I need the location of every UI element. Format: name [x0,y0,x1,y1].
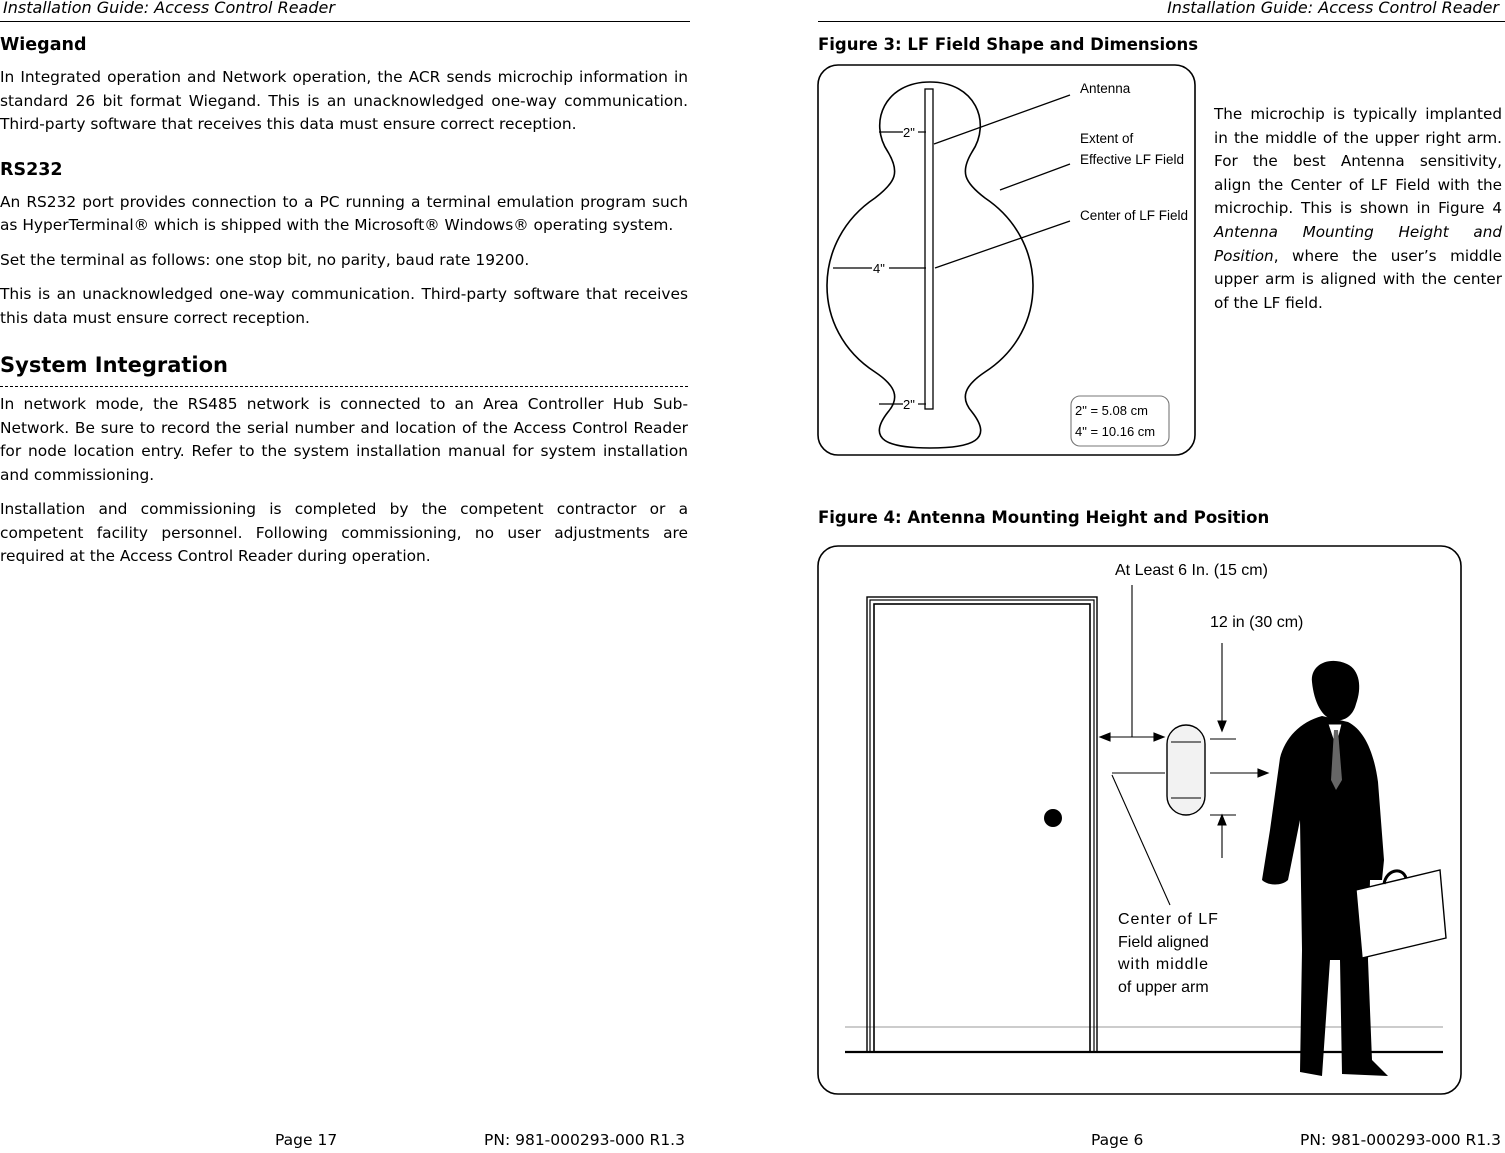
man-head [1312,661,1359,720]
dimension-middle-label: 4" [873,261,885,276]
antenna-bar [925,89,933,409]
businessman-figure [1262,661,1446,1076]
figure-3-caption: Figure 3: LF Field Shape and Dimensions [818,35,1199,54]
extent-leader [1000,164,1070,190]
door-frame-outer [867,597,1097,1052]
figure-4-caption: Figure 4: Antenna Mounting Height and Position [818,508,1270,527]
unit-legend-line2: 4" = 10.16 cm [1075,424,1156,439]
dimension-top-label: 2" [903,125,915,140]
right-part-number: PN: 981-000293-000 R1.3 [1300,1131,1501,1149]
wiegand-heading: Wiegand [0,35,87,55]
label-center-line1: Center of LF [1118,911,1219,928]
doorknob [1044,809,1062,827]
description-text-end: , where the user’s middle upper arm is aligned with the center of the LF field. [1214,246,1502,312]
wiegand-paragraph: In Integrated operation and Network operation, the ACR sends microchip information in standard 26 bit format Wiegand. This is an unacknowledged one-way communication. Third-party software that receives this data must ensure correct reception. [0,68,688,133]
reader-device [1167,725,1205,815]
label-antenna: Antenna [1080,81,1131,96]
figure-4-reference: Antenna Mounting Height and Position [1214,222,1502,265]
label-center-line2: Field aligned [1118,934,1209,951]
left-page-header: Installation Guide: Access Control Reader [3,0,335,17]
left-part-number: PN: 981-000293-000 R1.3 [484,1131,685,1149]
door-frame-inner [870,600,1094,1052]
system-integration-heading: System Integration [0,353,229,377]
label-min-distance: At Least 6 In. (15 cm) [1115,562,1268,579]
figure-4-mounting-diagram [818,546,1461,1094]
label-center: Center of LF Field [1080,208,1189,223]
rs232-heading: RS232 [0,159,63,180]
system-integration-paragraph-1: In network mode, the RS485 network is connected to an Area Controller Hub Sub-Network. Be sure to record the serial number and location of the Access Control Reader for node location entry. Refer to the system installation manual for system installation and commissioning. [0,395,688,484]
dimension-bottom-label: 2" [903,397,915,412]
unit-legend-line1: 2" = 5.08 cm [1075,403,1148,418]
rs232-paragraph-1: An RS232 port provides connection to a PC running a terminal emulation program such as HyperTerminal® which is shipped with the Microsoft® Windows® operating system. [0,192,688,234]
description-text: The microchip is typically implanted in the middle of the upper right arm. For the best Antenna sensitivity, align the Center of LF Field with the microchip. This is shown in Figure 4 [1214,105,1502,218]
label-extent-line2: Effective LF Field [1080,152,1185,167]
label-center-line4: of upper arm [1118,979,1209,996]
rs232-paragraph-2: Set the terminal as follows: one stop bit, no parity, baud rate 19200. [0,250,530,269]
system-integration-paragraph-2: Installation and commissioning is completed by the competent contractor or a competent facility personnel. Following commissioning, no user adjustments are required at the Access Control Reader during operation. [0,500,688,565]
antenna-leader [934,95,1070,144]
center-leader [935,221,1070,268]
right-page-header: Installation Guide: Access Control Reader [1167,0,1499,17]
label-extent-line1: Extent of [1080,131,1134,146]
door [874,604,1090,1052]
right-page-number: Page 6 [1091,1131,1144,1149]
left-page-number: Page 17 [275,1131,338,1149]
figure-3-description [1214,103,1502,315]
rs232-paragraph-3: This is an unacknowledged one-way communication. Third-party software that receives this data must ensure correct reception. [0,285,688,327]
label-mount-height: 12 in (30 cm) [1210,614,1304,631]
label-center-line3: with middle [1118,956,1210,973]
